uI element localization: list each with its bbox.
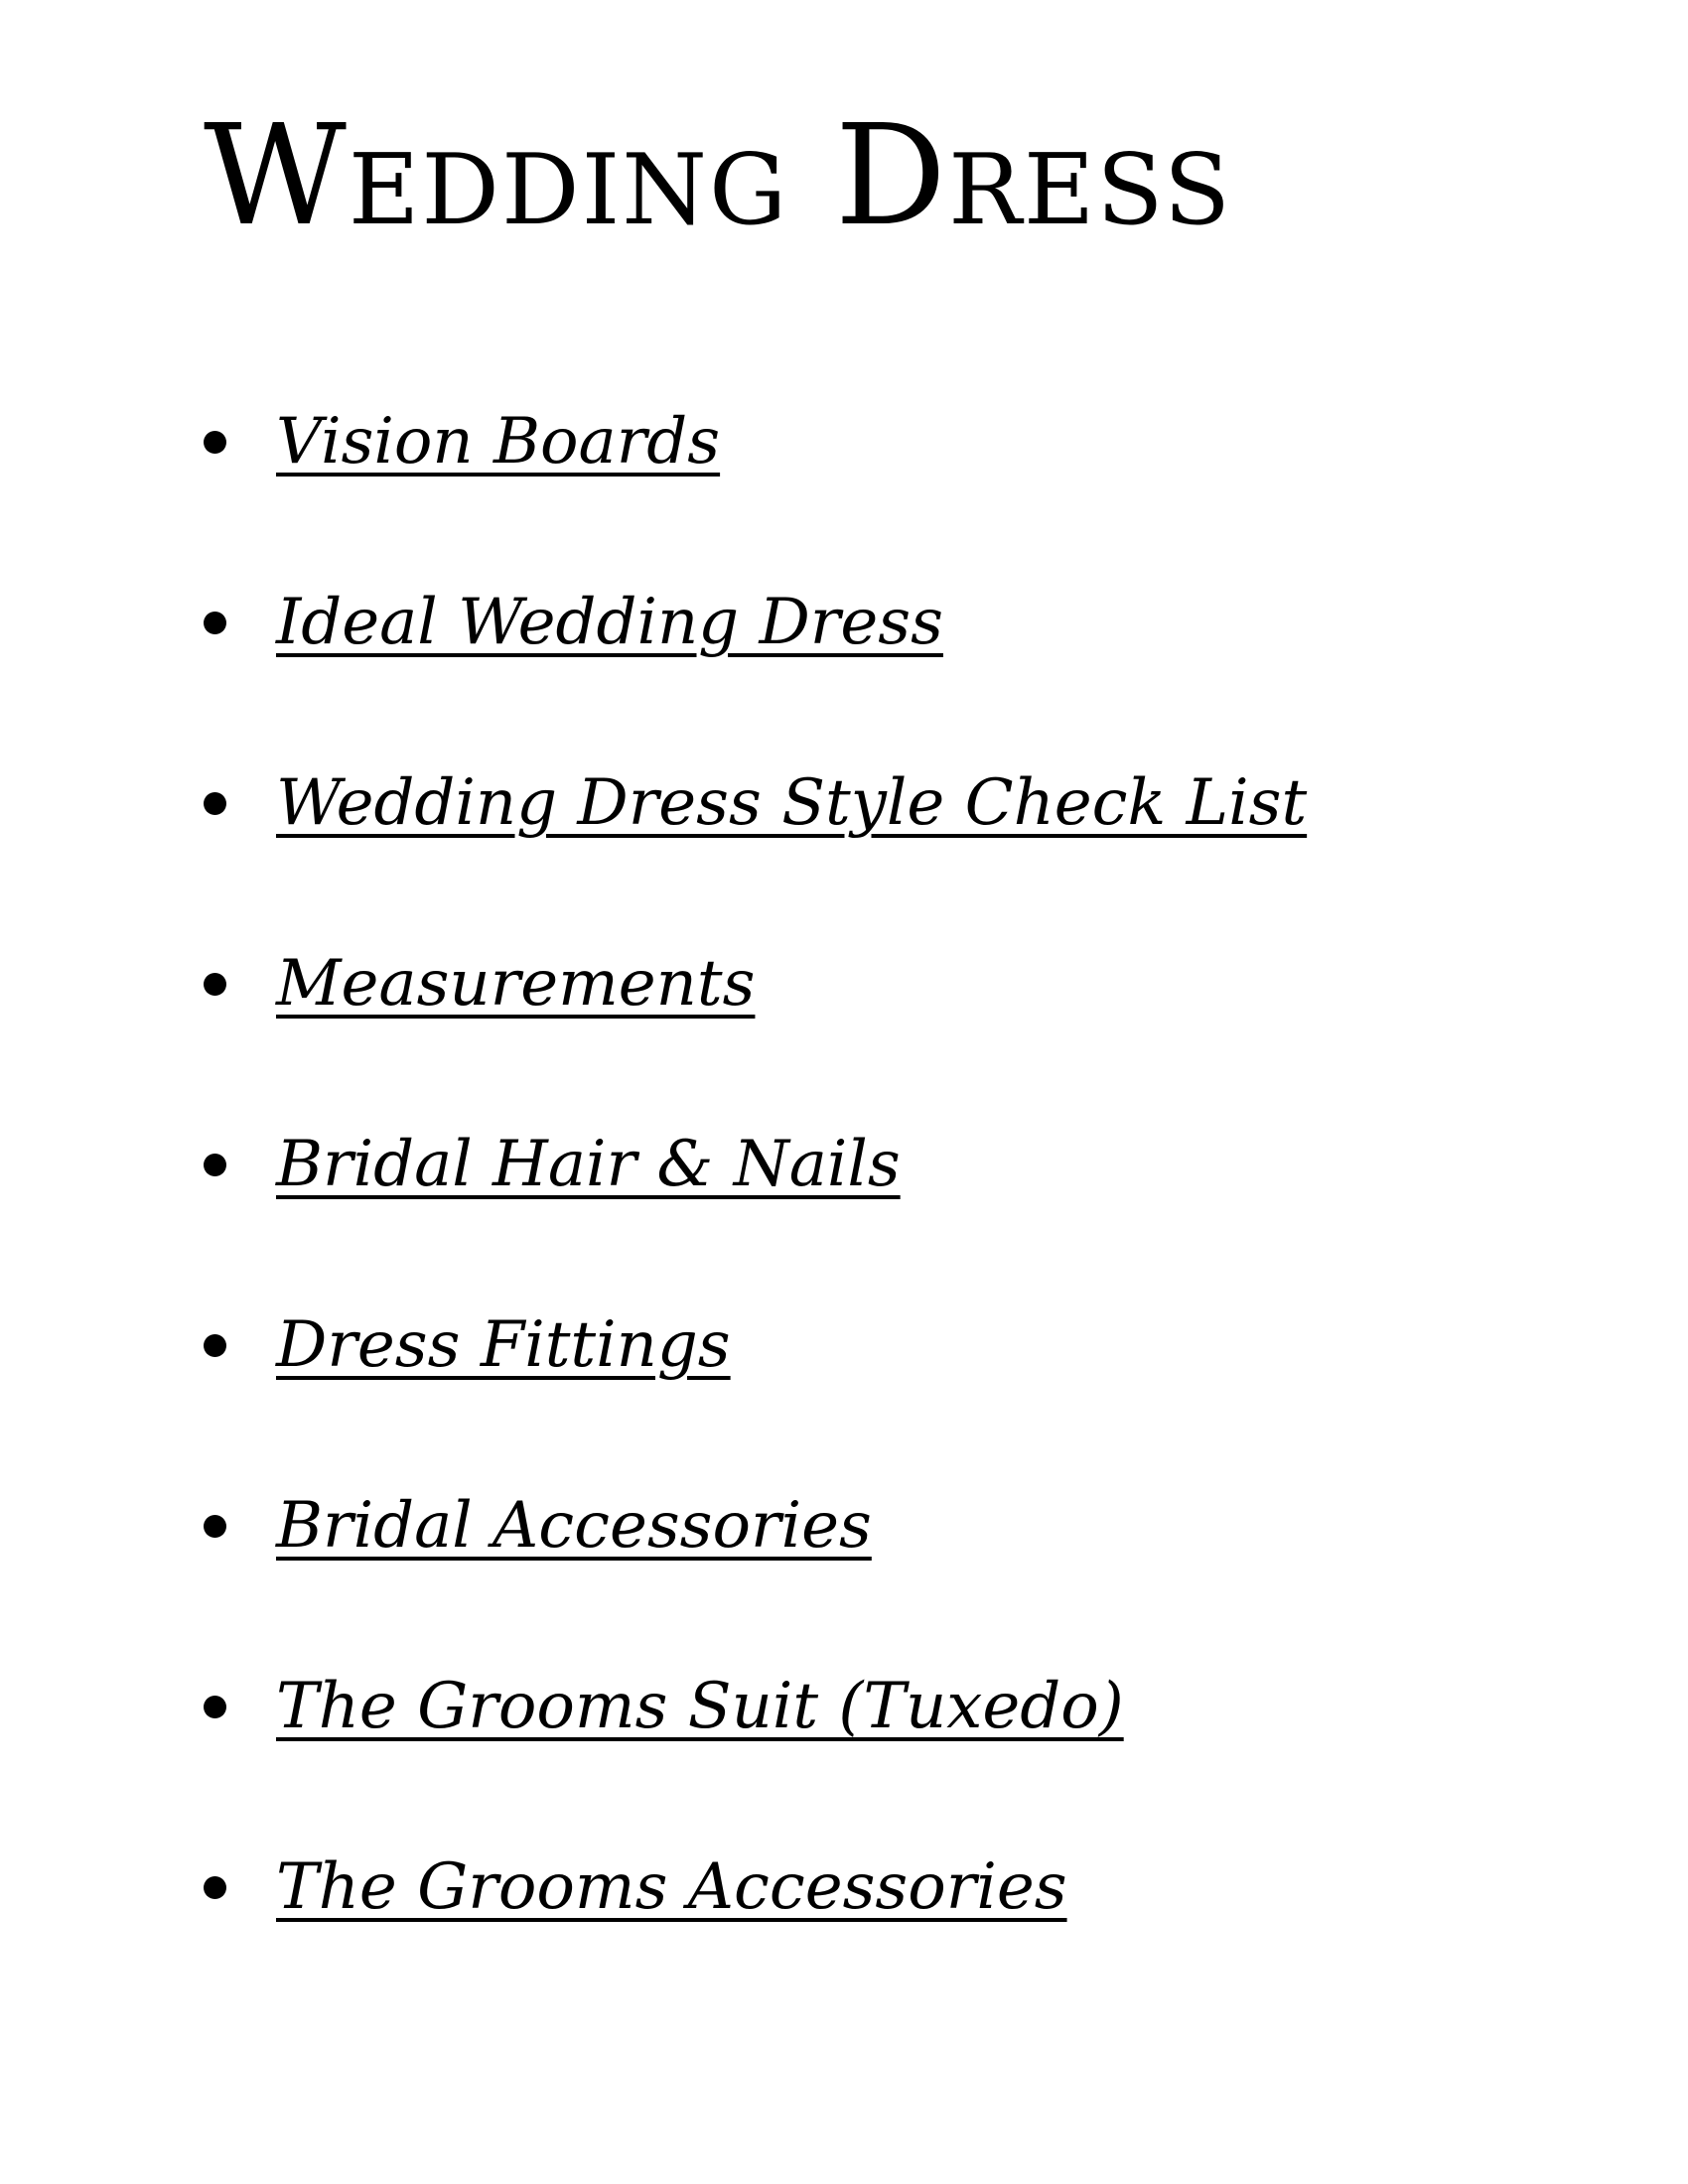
link-wedding-dress-style-check-list[interactable]: Wedding Dress Style Check List	[276, 765, 1308, 840]
bullet-icon	[204, 1515, 226, 1538]
link-grooms-suit[interactable]: The Grooms Suit (Tuxedo)	[276, 1669, 1124, 1743]
link-bridal-hair-nails[interactable]: Bridal Hair & Nails	[276, 1127, 901, 1201]
bullet-icon	[204, 1876, 226, 1899]
link-dress-fittings[interactable]: Dress Fittings	[276, 1307, 731, 1382]
list-item-vision-boards	[204, 397, 720, 486]
bullet-icon	[204, 973, 226, 996]
link-bridal-accessories[interactable]: Bridal Accessories	[276, 1488, 872, 1563]
list-item-wedding-dress-style-check-list	[204, 758, 1307, 848]
bullet-icon	[204, 1696, 226, 1718]
link-grooms-accessories[interactable]: The Grooms Accessories	[276, 1849, 1067, 1924]
list-item-measurements	[204, 939, 755, 1028]
bullet-icon	[204, 792, 226, 815]
bullet-icon	[204, 612, 226, 634]
link-ideal-wedding-dress[interactable]: Ideal Wedding Dress	[276, 585, 943, 659]
list-item-grooms-accessories	[204, 1843, 1067, 1932]
list-item-ideal-wedding-dress	[204, 578, 943, 667]
list-item-bridal-accessories	[204, 1481, 872, 1570]
bullet-icon	[204, 1334, 226, 1357]
bullet-icon	[204, 1154, 226, 1176]
bullet-icon	[204, 431, 226, 454]
page-title: Wedding Dress	[204, 95, 1232, 257]
list-item-grooms-suit	[204, 1662, 1124, 1751]
link-measurements[interactable]: Measurements	[276, 946, 756, 1021]
list-item-bridal-hair-nails	[204, 1120, 901, 1209]
list-item-dress-fittings	[204, 1300, 731, 1390]
link-vision-boards[interactable]: Vision Boards	[276, 404, 721, 478]
